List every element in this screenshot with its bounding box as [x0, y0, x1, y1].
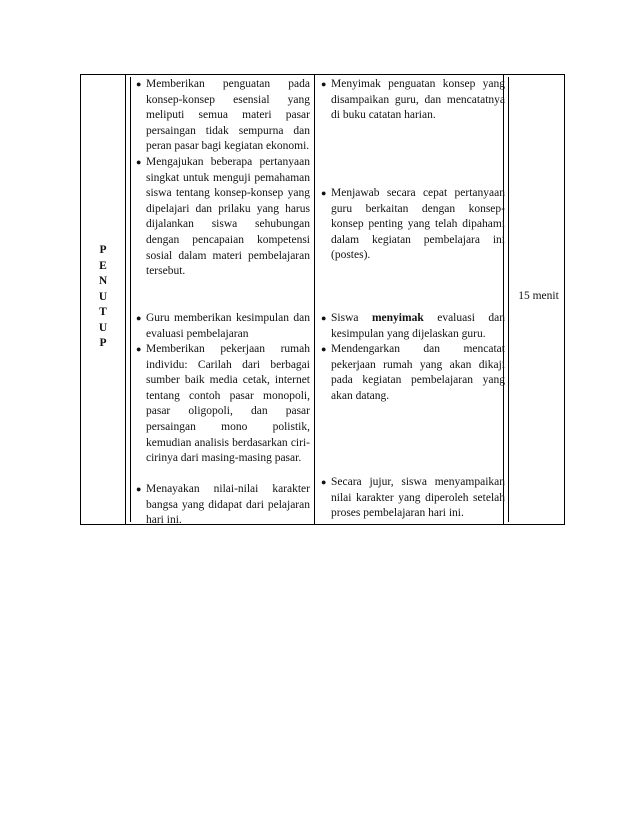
phase-letter: E — [99, 259, 107, 272]
teacher-activity-item — [136, 77, 310, 155]
bullet-icon: ● — [136, 79, 142, 89]
column-divider — [125, 75, 126, 524]
phase-letter: P — [99, 337, 107, 349]
bullet-icon: ● — [321, 79, 327, 89]
bullet-icon: ● — [136, 313, 142, 323]
column-divider — [130, 77, 131, 522]
duration-label: 15 menit — [518, 290, 559, 302]
teacher-activity-text: Memberikan pekerjaan rumah individu: Carilah dari berbagai sumber baik media cetak, internet tentang contoh pasar monopoli, pasar oligopoli, dan pasar persaingan mono polistik, kemudian analisis berdasarkan ciri-cirinya dari masing-masing pasar. — [146, 343, 310, 465]
bullet-icon: ● — [321, 477, 327, 487]
student-activity-text: Mendengarkan dan mencatat pekerjaan rumah yang akan dikaji pada kegiatan pembelajaran yang akan datang. — [331, 343, 505, 402]
student-activity-item — [321, 311, 505, 342]
phase-letter: T — [99, 306, 107, 318]
student-activity-text: Menjawab secara cepat pertanyaan guru berkaitan dengan konsep-konsep penting yang telah dipahami dalam kegiatan pembelajara ini (postes). — [331, 187, 505, 262]
lesson-activity-table — [80, 74, 565, 525]
teacher-activity-text: Guru memberikan kesimpulan dan evaluasi pembelajaran — [146, 312, 310, 340]
bullet-icon: ● — [136, 484, 142, 494]
teacher-activity-text: Menayakan nilai-nilai karakter bangsa yang didapat dari pelajaran hari ini. — [146, 483, 310, 527]
student-activity-text: Menyimak penguatan konsep yang disampaikan guru, dan mencatatnya di buku catatan harian. — [331, 78, 505, 122]
student-activity-item — [321, 342, 505, 404]
bullet-icon: ● — [136, 157, 142, 167]
student-activity-item — [321, 186, 505, 264]
phase-letter: U — [98, 321, 108, 334]
phase-letter: N — [98, 275, 108, 287]
teacher-activity-item — [136, 311, 310, 342]
column-divider — [503, 75, 504, 524]
teacher-activity-item — [136, 482, 310, 529]
phase-letter: P — [99, 244, 107, 256]
column-divider — [314, 75, 315, 524]
teacher-activity-text: Memberikan penguatan pada konsep-konsep esensial yang meliputi semua materi pasar persaingan tidak sempurna dan peran pasar bagi kegiatan ekonomi. — [146, 78, 310, 153]
student-activity-text: Secara jujur, siswa menyampaikan nilai karakter yang diperoleh setelah proses pembelajaran hari ini. — [331, 476, 505, 520]
bullet-icon: ● — [136, 344, 142, 354]
bullet-icon: ● — [321, 313, 327, 323]
teacher-activity-text: Mengajukan beberapa pertanyaan singkat untuk menguji pemahaman siswa tentang konsep-konsep yang dipelajari dan prilaku yang harus dijalankan siswa sehubungan dengan pencapaian kompetensi sosial dalam materi pembelajaran tersebut. — [146, 156, 310, 278]
student-activity-emphasis: menyimak — [371, 312, 424, 324]
column-divider — [508, 77, 509, 522]
phase-letter: U — [98, 290, 108, 303]
teacher-activity-item — [136, 342, 310, 467]
phase-label — [81, 243, 125, 352]
bullet-icon: ● — [321, 188, 327, 198]
teacher-activity-item — [136, 155, 310, 280]
student-activity-item — [321, 77, 505, 124]
bullet-icon: ● — [321, 344, 327, 354]
student-activity-item — [321, 475, 505, 522]
student-activity-text-post: evaluasi dan kesimpulan yang dijelaskan guru. — [331, 312, 505, 340]
student-activity-text-pre: Siswa — [331, 312, 372, 324]
